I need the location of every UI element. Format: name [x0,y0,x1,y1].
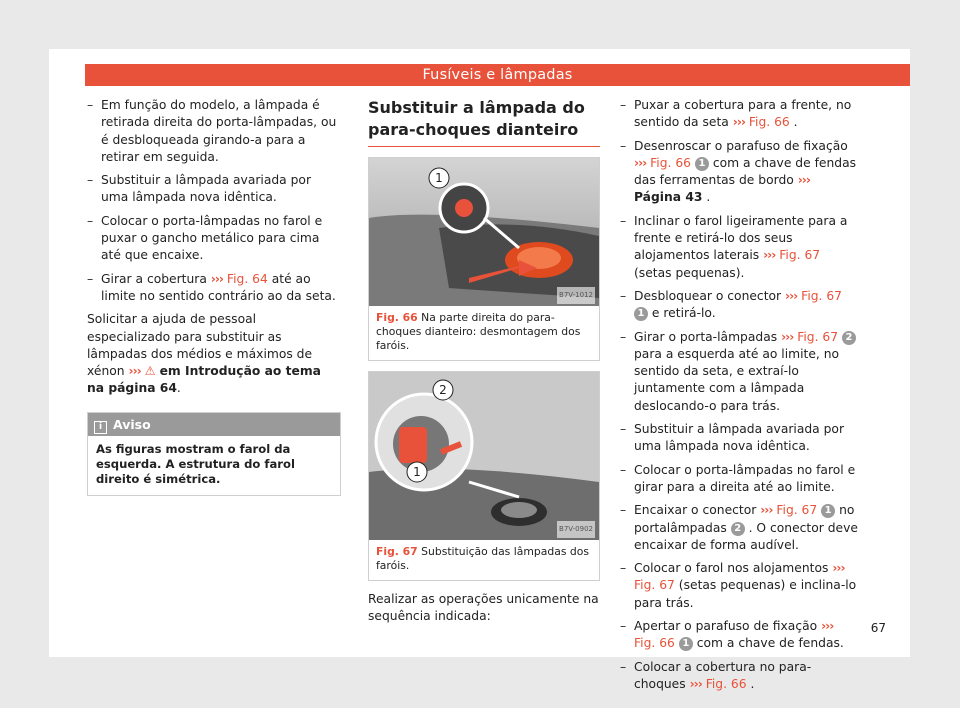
section-title: Substituir a lâmpada do para-choques dianteiro [368,97,600,147]
step-text: Desbloquear o conector [634,288,782,303]
dash-marker: – [620,98,627,112]
step-item [620,462,858,497]
figure-66 [368,157,600,361]
figure-number: Fig. 66 [376,311,418,324]
dash-marker: – [620,561,627,576]
list-item-text: Substituir a lâmpada avariada por uma lâmpada nova idêntica. [101,173,312,205]
paragraph-text: Solicitar a ajuda de pessoal especializado para substituir as lâmpadas dos médios e máximos de xénon [87,312,313,379]
dash-marker: – [620,329,627,344]
step-item [620,138,858,207]
step-text: Colocar o farol nos alojamentos [634,561,829,576]
arrows-icon: ››› [634,155,647,170]
list-item: – Substituir a lâmpada avariada por uma lâmpada nova idêntica. [87,173,312,205]
step-text: (setas pequenas) e inclina-lo para trás. [634,578,857,610]
list-item: – Em função do modelo, a lâmpada é retirada direita do porta-lâmpadas, ou é desbloqueada girando-a para a retirar em seguida. [87,98,337,164]
dash-marker: – [620,288,627,303]
figure-link[interactable]: Fig. 67 [634,578,675,593]
step-text: Colocar a cobertura no para-choques [634,659,812,691]
bumper-illustration [369,158,599,306]
callout-badge: 1 [634,307,648,321]
step-item [620,560,858,612]
dash-marker: – [620,138,627,153]
callout-1: 1 [413,465,421,479]
list-item: – Girar a cobertura ››› Fig. 64 até ao limite no sentido contrário ao da seta. [87,271,336,303]
notice-header [88,413,340,436]
dash-marker: – [620,619,627,634]
list-item-text: até ao limite no sentido contrário ao da seta. [101,271,336,303]
list-item: – Colocar o porta-lâmpadas no farol e puxar o gancho metálico para cima até que encaixe. [87,213,323,263]
intro-text: Realizar as operações unicamente na sequência indicada: [368,592,599,624]
arrows-icon: ››› [832,561,845,576]
step-text: Substituir a lâmpada avariada por uma lâmpada nova idêntica. [634,422,845,454]
list-item-text: Em função do modelo, a lâmpada é retirada direita do porta-lâmpadas, ou é desbloqueada girando-a para a retirar em seguida. [101,98,337,164]
figure-caption-text: Substituição das lâmpadas dos faróis. [376,545,589,572]
callout-2: 2 [439,383,447,397]
figure-number: Fig. 67 [376,545,418,558]
arrows-icon: ››› [785,288,798,303]
step-text: Encaixar o conector [634,503,757,518]
dash-marker: – [620,503,627,518]
step-item [620,618,858,653]
step-text: . O conector deve encaixar de forma audível. [634,520,858,552]
step-text: Desenroscar o parafuso de fixação [634,138,848,153]
warning-icon: ⚠ [144,364,156,379]
column-middle [368,97,600,626]
notice-text: As figuras mostram o farol da esquerda. A estrutura do farol direito é simétrica. [96,441,295,486]
figure-code: B7V-1012 [557,287,595,304]
dash-marker: – [620,462,627,477]
step-text: . [706,190,711,205]
page-link[interactable]: Página 43 [634,190,703,205]
dash-marker: – [620,422,627,437]
list-item-text: Girar a cobertura [101,271,207,286]
section-header: Fusíveis e lâmpadas [85,64,910,86]
paragraph-text: . [176,381,181,396]
info-icon: i [94,421,107,434]
step-text: . [750,676,755,691]
arrows-icon: ››› [760,503,773,518]
arrows-icon: ››› [128,364,141,379]
step-item [620,288,858,323]
step-item [620,329,858,415]
callout-badge: 1 [679,637,693,651]
notice-title: Aviso [113,416,151,432]
manual-page [49,49,910,691]
figure-link[interactable]: Fig. 66 [748,115,790,130]
figure-67 [368,371,600,581]
step-text: com a chave de fendas. [696,636,844,651]
step-item [620,502,858,554]
step-text: . [793,115,798,130]
figure-caption [369,306,599,360]
step-text: no portalâmpadas [634,503,855,535]
callout-badge: 2 [731,522,745,536]
figure-image [369,372,599,540]
figure-link[interactable]: Fig. 67 [776,503,818,518]
column-right [620,97,858,699]
figure-link[interactable]: Fig. 67 [779,248,821,263]
arrows-icon: ››› [797,173,810,188]
step-item [620,659,858,694]
step-text: e retirá-lo. [651,306,716,321]
step-text: para a esquerda até ao limite, no sentido da seta, e extraí-lo juntamente com a lâmpada deslocando-o para trás. [634,346,840,413]
step-text: Apertar o parafuso de fixação [634,619,818,634]
step-text: Girar o porta-lâmpadas [634,329,778,344]
dash-marker: – [620,213,627,228]
figure-code: B7V-0902 [557,521,595,538]
figure-image [369,158,599,306]
step-text: (setas pequenas). [634,265,745,280]
arrows-icon: ››› [732,115,745,130]
step-item [620,97,858,132]
figure-link[interactable]: Fig. 66 [705,676,747,691]
page-link[interactable]: em Introdução ao tema na página 64 [87,364,321,396]
notice-box [87,412,341,496]
step-text: Inclinar o farol ligeiramente para a frente e retirá-lo dos seus alojamentos laterais [634,213,848,263]
figure-link[interactable]: Fig. 66 [634,636,675,651]
callout-1: 1 [435,171,443,185]
step-item [620,213,858,282]
step-item [620,421,858,456]
figure-link[interactable]: Fig. 67 [797,329,839,344]
step-text: Puxar a cobertura para a frente, no sentido da seta [634,98,852,130]
callout-badge: 1 [821,504,835,518]
column-left [87,97,341,496]
figure-link[interactable]: Fig. 66 [650,155,691,170]
figure-caption [369,540,599,580]
figure-link[interactable]: Fig. 64 [226,271,268,286]
step-text: com a chave de fendas das ferramentas de bordo [634,155,857,188]
arrows-icon: ››› [781,329,794,344]
page-number: 67 [870,621,886,635]
lamp-holder-illustration [369,372,599,540]
figure-link[interactable]: Fig. 67 [801,288,843,303]
list-item-text: Colocar o porta-lâmpadas no farol e puxar o gancho metálico para cima até que encaixe. [101,213,323,263]
callout-badge: 1 [695,157,709,171]
callout-badge: 2 [842,331,856,345]
step-text: Colocar o porta-lâmpadas no farol e girar para a direita até ao limite. [634,462,856,494]
arrows-icon: ››› [821,619,834,634]
arrows-icon: ››› [763,248,776,263]
arrows-icon: ››› [689,676,702,691]
paragraph [87,311,341,397]
arrows-icon: ››› [210,271,223,286]
dash-marker: – [620,659,627,674]
figure-caption-text: Na parte direita do para-choques dianteiro: desmontagem dos faróis. [376,311,581,352]
